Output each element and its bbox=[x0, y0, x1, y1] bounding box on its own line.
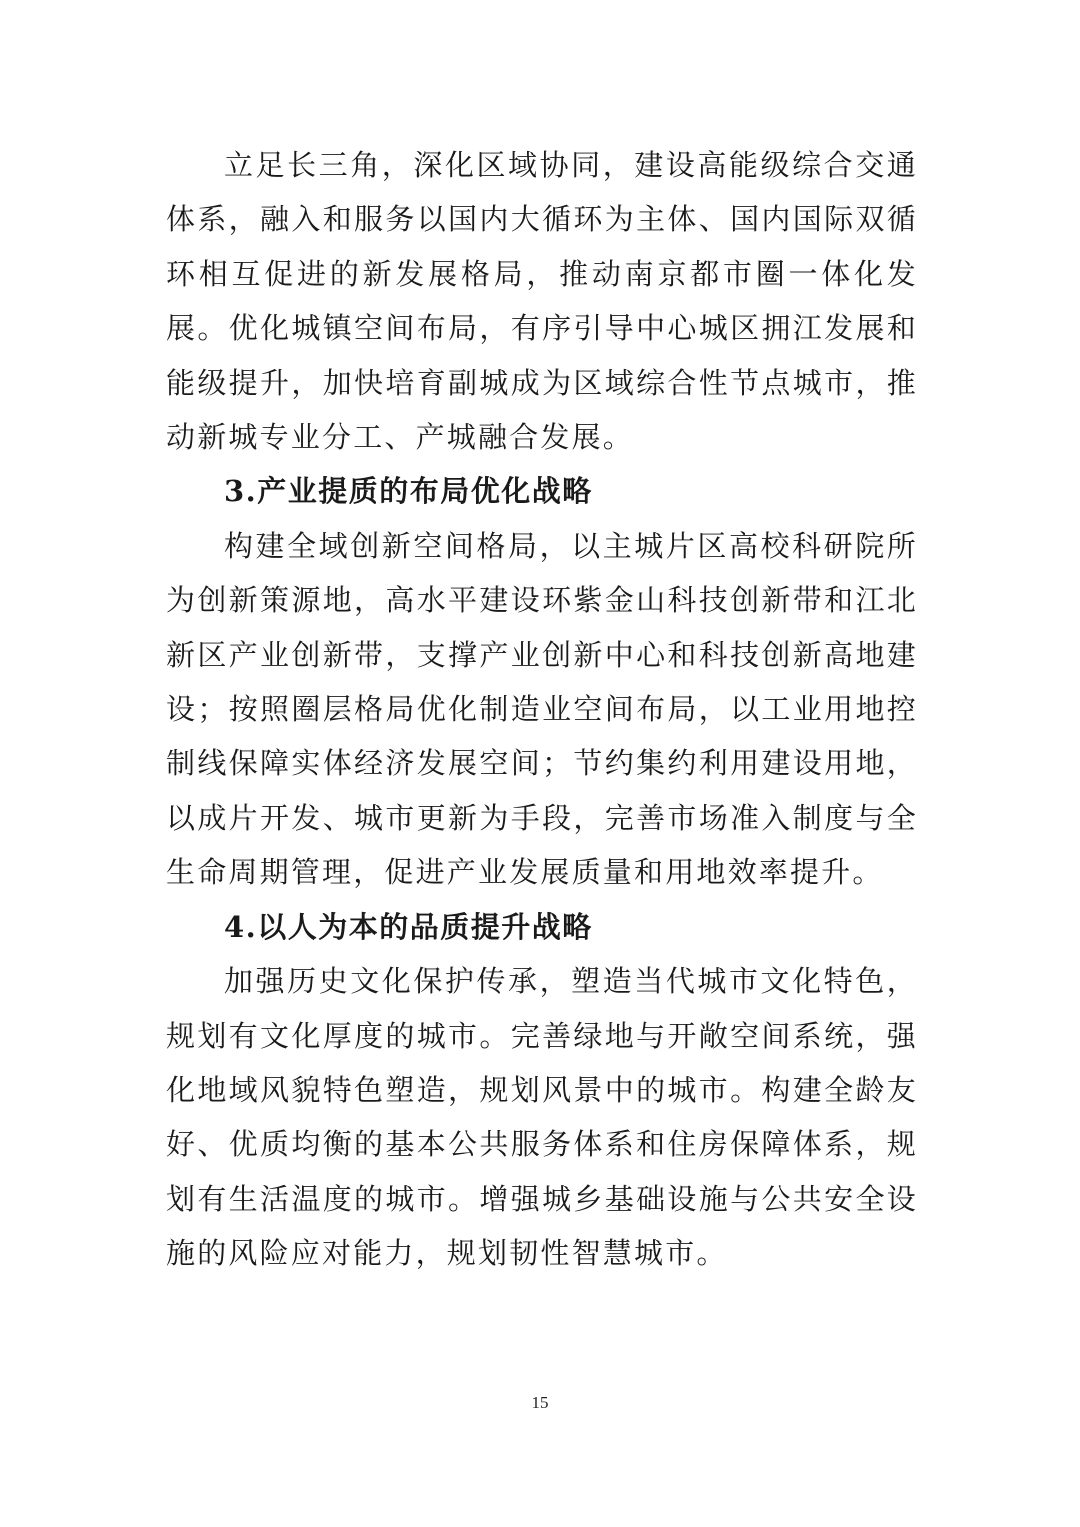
page-content bbox=[166, 138, 918, 1281]
section-heading-4: 4.以人为本的品质提升战略 bbox=[224, 909, 593, 944]
section-heading-3: 3.产业提质的布局优化战略 bbox=[224, 474, 593, 509]
paragraph-regional-coordination: 立足长三角，深化区域协同，建设高能级综合交通体系，融入和服务以国内大循环为主体、国内国际双循环相互促进的新发展格局，推动南京都市圈一体化发展。优化城镇空间布局，有序引导中心城区拥江发展和能级提升，加快培育副城成为区域综合性节点城市，推动新城专业分工、产城融合发展。 bbox=[166, 148, 918, 455]
paragraph-quality-improvement: 加强历史文化保护传承，塑造当代城市文化特色，规划有文化厚度的城市。完善绿地与开敞空间系统，强化地域风貌特色塑造，规划风景中的城市。构建全龄友好、优质均衡的基本公共服务体系和住房保障体系，规划有生活温度的城市。增强城乡基础设施与公共安全设施的风险应对能力，规划韧性智慧城市。 bbox=[166, 964, 918, 1271]
page-number: 15 bbox=[531, 1393, 549, 1412]
paragraph-industrial-layout: 构建全域创新空间格局，以主城片区高校科研院所为创新策源地，高水平建设环紫金山科技创新带和江北新区产业创新带，支撑产业创新中心和科技创新高地建设；按照圈层格局优化制造业空间布局，以工业用地控制线保障实体经济发展空间；节约集约利用建设用地，以成片开发、城市更新为手段，完善市场准入制度与全生命周期管理，促进产业发展质量和用地效率提升。 bbox=[166, 528, 918, 890]
